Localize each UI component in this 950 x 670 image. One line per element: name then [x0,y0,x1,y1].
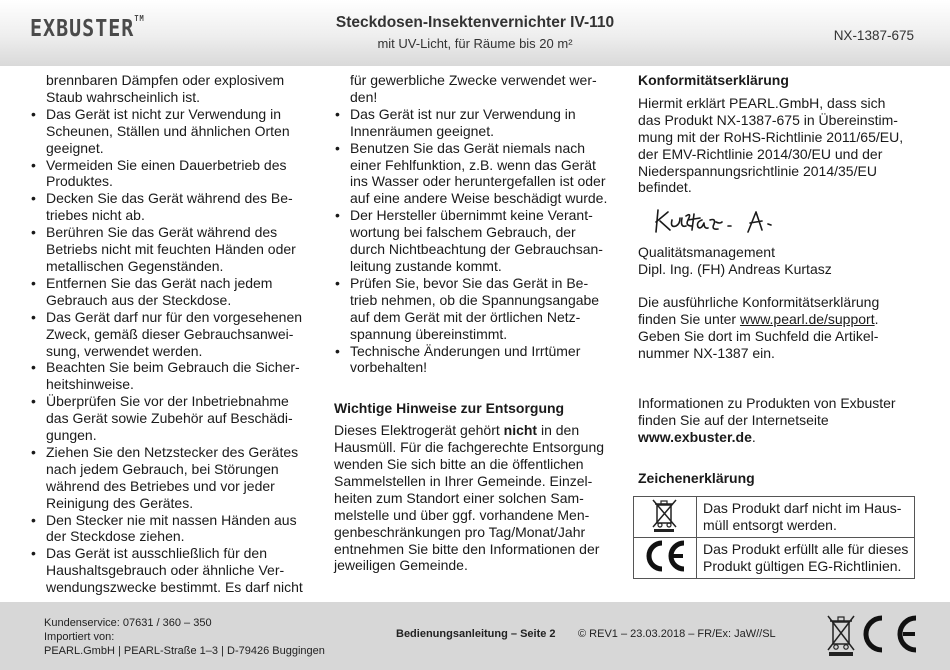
line: • Überprüfen Sie vor der Inbetriebnahme [46,393,289,410]
line: müll entsorgt werden. [703,517,837,534]
list-item [334,275,616,343]
line: • Berühren Sie das Gerät während des [46,224,278,241]
symbols-table [633,496,915,579]
line: Scheunen, Ställen und ähnlichen Orten [46,122,290,139]
line [638,311,918,328]
line: jeweiligen Gemeinde. [334,557,468,574]
list-item [30,275,316,309]
line: Haushaltsgebrauch oder ähnliche Ver- [46,562,285,579]
logo-trademark: TM [134,14,145,24]
line: finden Sie auf der Internetseite [638,411,829,428]
text-fragment: finden Sie unter [638,311,740,328]
line: durch Nichtbeachtung der Gebrauchsan- [350,241,603,258]
line: • Benutzen Sie das Gerät niemals nach [350,139,586,156]
line: • Der Hersteller übernimmt keine Verant- [350,207,593,224]
line: • Technische Änderungen und Irrtümer [350,342,581,359]
text-fragment: Dieses Elektrogerät gehört [334,422,504,439]
line: trieb nehmen, ob die Spannungsangabe [350,291,600,308]
footer-symbols [826,612,926,663]
line: • Das Gerät darf nur für den vorgesehenen [46,308,303,325]
safety-column-1 [30,72,316,596]
page-footer [0,602,950,670]
line: heiten zum Standort einer solchen Sam- [334,489,584,506]
line: gungen. [46,427,97,444]
safety-column-2 [334,72,616,574]
line: Hausmüll. Für die fachgerechte Entsorgung [334,439,605,456]
importer-address: PEARL.GmbH | PEARL-Straße 1–3 | D-79426 Buggingen [44,645,325,657]
footer-contact [44,616,325,658]
list-item [30,359,316,393]
line [638,429,918,446]
line: geeignet. [46,139,104,156]
line: heitshinweise. [46,376,134,393]
list-item [334,72,616,106]
conformity-text [638,95,918,196]
line: auf eine andere Weise beschädigt wurde. [350,190,608,207]
footer-weee-ce-icons [826,612,926,658]
list-item [30,224,316,275]
line: • Das Gerät ist nur zur Verwendung in [350,105,576,122]
website-link[interactable]: www.exbuster.de [638,428,752,445]
line: das Produkt NX-1387-675 in Übereinstim- [638,111,898,128]
document-subtitle: mit UV-Licht, für Räume bis 20 m² [377,36,573,51]
text-fragment: in den [537,422,580,439]
line: genbeschränkungen pro Tag/Monat/Jahr [334,523,586,540]
conformity-column [638,72,918,579]
line: wenden Sie sich bitte an die öffentlichen [334,456,584,473]
symbols-heading: Zeichenerklärung [638,469,755,486]
line: Produktes. [46,173,113,190]
table-row [634,538,915,579]
text-fragment: . [874,311,879,328]
symbol-description [697,497,915,538]
list-item [334,106,616,140]
line [334,422,616,439]
signature [638,196,918,244]
safety-list-2 [334,72,616,376]
line: mung mit der RoHS-Richtlinie 2011/65/EU, [638,128,904,145]
line: Innenräumen geeignet. [350,122,494,139]
manual-page [396,628,556,640]
list-item [30,157,316,191]
line: • Entfernen Sie das Gerät nach jedem [46,274,273,291]
line: Zweck, gemäß dieser Gebrauchsanwei- [46,325,294,342]
detail-text [638,294,918,362]
line: wendungszwecke bestimmt. Es darf nicht [46,579,303,596]
list-item [334,140,616,208]
page-header [0,0,950,66]
line: einer Fehlfunktion, z.B. wenn das Gerät [350,156,596,173]
article-number: NX-1387-675 [833,28,914,43]
line: Sammelstellen in Ihrer Gemeinde. Einzel- [334,472,593,489]
line: Reinigung des Gerätes. [46,494,194,511]
line: Staub wahrscheinlich ist. [46,88,201,105]
customer-service: Kundenservice: 07631 / 360 – 350 [44,617,212,629]
line: • Den Stecker nie mit nassen Händen aus [46,511,297,528]
line: das Gerät sowie Zubehör auf Beschädi- [46,410,293,427]
line: spannung übereinstimmt. [350,325,508,342]
table-row [634,497,915,538]
exbuster-logo [30,14,145,42]
line: der Steckdose ziehen. [46,528,185,545]
line: Das Produkt darf nicht im Haus- [703,500,902,517]
list-item [334,207,616,275]
line: • Vermeiden Sie einen Dauerbetrieb des [46,156,287,173]
line: sung, verwendet werden. [46,342,203,359]
line: nummer NX-1387 ein. [638,344,775,361]
weee-crossed-bin-icon [828,616,854,656]
signature-role: Qualitätsmanagement [638,244,775,261]
list-item [334,343,616,377]
list-item [30,512,316,546]
line: während des Betriebes und vor jeder [46,477,275,494]
support-link[interactable]: www.pearl.de/support [739,311,875,328]
line: nach jedem Gebrauch, bei Störungen [46,460,279,477]
line: wortung bei falschem Gebrauch, der [350,224,576,241]
ce-mark-icon [866,618,916,650]
line: auf dem Gerät mit der örtlichen Netz- [350,308,581,325]
symbol-cell [634,538,697,579]
safety-list-1 [30,72,316,596]
line: • Beachten Sie beim Gebrauch die Sicher- [46,359,300,376]
list-item [30,72,316,106]
line: Geben Sie dort im Suchfeld die Artikel- [638,327,879,344]
line: • Prüfen Sie, bevor Sie das Gerät in Be- [350,274,589,291]
line: brennbaren Dämpfen oder explosivem [46,72,285,88]
line: melstelle und über ggf. vorhandene Men- [334,506,590,523]
list-item [30,190,316,224]
weee-crossed-bin-icon [650,497,680,533]
list-item [30,444,316,512]
line: • Ziehen Sie den Netzstecker des Gerätes [46,443,299,460]
importer-label: Importiert von: [44,631,115,643]
line: • Das Gerät ist ausschließlich für den [46,545,267,562]
logo-text: EXBUSTER [30,14,135,42]
manual-page-label: Bedienungsanleitung – Seite 2 [396,628,556,640]
ce-mark-icon [640,538,690,574]
info-text [638,395,918,446]
line: Informationen zu Produkten von Exbuster [638,394,896,411]
line: entnehmen Sie bitte den Informationen der [334,540,600,557]
line: befindet. [638,179,692,196]
revision-info: © REV1 – 23.03.2018 – FR/Ex: JaW//SL [578,628,776,640]
line: • Das Gerät ist nicht zur Verwendung in [46,105,282,122]
line: leitung zustande kommt. [350,257,502,274]
symbol-description [697,538,915,579]
line: den! [350,88,378,105]
document-title: Steckdosen-Insektenvernichter IV-110 [335,14,615,31]
signature-name: Dipl. Ing. (FH) Andreas Kurtasz [638,261,832,278]
text-fragment: . [751,428,756,445]
line: • Decken Sie das Gerät während des Be- [46,190,293,207]
conformity-heading: Konformitätserklärung [638,72,789,88]
list-item [30,106,316,157]
line: ins Wasser oder heruntergefallen ist oder [350,173,606,190]
line: Betriebs nicht mit feuchten Händen oder [46,241,296,258]
symbol-cell [634,497,697,538]
list-item [30,545,316,596]
list-item [30,309,316,360]
line: Die ausführliche Konformitätserklärung [638,294,880,311]
line: Gebrauch aus der Steckdose. [46,291,232,308]
line: metallischen Gegenständen. [46,257,224,274]
line: Das Produkt erfüllt alle für dieses [703,541,909,558]
line: der EMV-Richtlinie 2014/30/EU und der [638,145,883,162]
line: für gewerbliche Zwecke verwendet wer- [350,72,597,88]
disposal-text [334,422,616,574]
emphasis: nicht [503,422,538,439]
list-item [30,393,316,444]
line: Niederspannungsrichtlinie 2014/35/EU [638,162,877,179]
line: Produkt gültigen EG-Richtlinien. [703,558,902,575]
disposal-heading: Wichtige Hinweise zur Entsorgung [334,400,565,417]
line: triebes nicht ab. [46,207,145,224]
line: Hiermit erklärt PEARL.GmbH, dass sich [638,94,886,111]
handwritten-signature-icon [652,202,822,238]
line: vorbehalten! [350,359,428,376]
